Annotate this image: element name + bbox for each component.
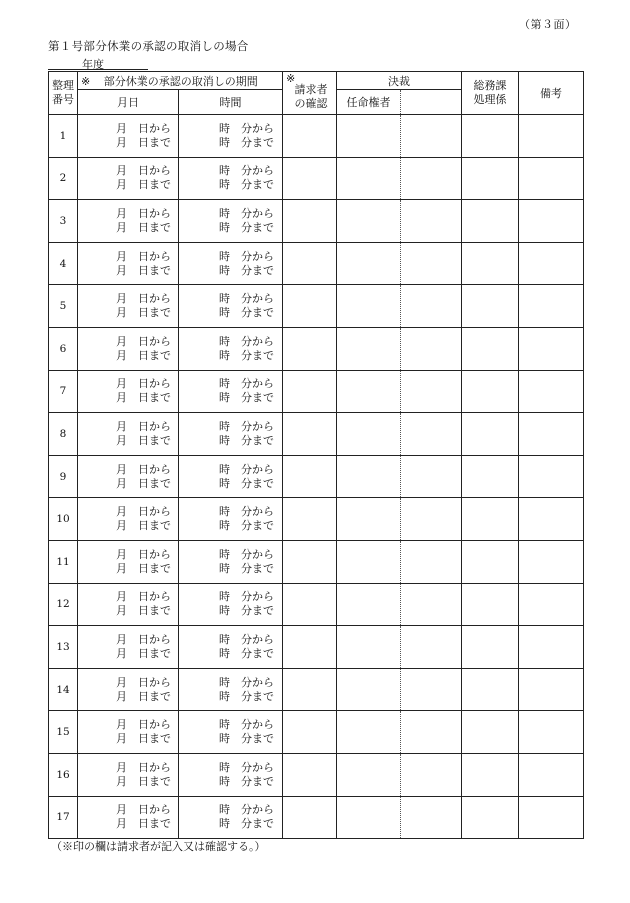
remarks-cell[interactable] <box>519 540 584 583</box>
footnote: （※印の欄は請求者が記入又は確認する。） <box>51 840 266 853</box>
date-from: 月 日から <box>116 164 171 178</box>
requester-confirm-cell[interactable] <box>283 711 337 754</box>
time-from: 時 分から <box>219 121 274 135</box>
time-to: 時 分まで <box>219 178 274 192</box>
remarks-cell[interactable] <box>519 455 584 498</box>
date-to: 月 日まで <box>116 476 171 490</box>
time-from: 時 分から <box>219 206 274 220</box>
document-title: 第１号部分休業の承認の取消しの場合 <box>48 39 249 53</box>
appointer-cell[interactable] <box>337 540 401 583</box>
row-number: 8 <box>49 413 78 456</box>
time-to: 時 分まで <box>219 263 274 277</box>
time-range-cell[interactable] <box>179 413 283 456</box>
time-range-cell[interactable] <box>179 285 283 328</box>
header-confirm-line1: 請求者 <box>294 83 328 96</box>
approval-cell[interactable] <box>401 327 462 370</box>
appointer-cell[interactable] <box>337 115 401 158</box>
date-range-cell[interactable] <box>78 626 179 669</box>
date-from: 月 日から <box>116 547 171 561</box>
date-range-cell[interactable] <box>78 115 179 158</box>
general-affairs-cell[interactable] <box>462 200 519 243</box>
remarks-cell[interactable] <box>519 370 584 413</box>
requester-confirm-cell[interactable] <box>283 285 337 328</box>
general-affairs-cell[interactable] <box>462 796 519 839</box>
remarks-cell[interactable] <box>519 200 584 243</box>
table-row <box>49 370 584 413</box>
appointer-cell[interactable] <box>337 583 401 626</box>
row-number: 1 <box>49 115 78 158</box>
date-from: 月 日から <box>116 760 171 774</box>
date-from: 月 日から <box>116 590 171 604</box>
requester-confirm-cell[interactable] <box>283 115 337 158</box>
requester-confirm-cell[interactable] <box>283 455 337 498</box>
appointer-cell[interactable] <box>337 668 401 711</box>
time-from: 時 分から <box>219 632 274 646</box>
general-affairs-cell[interactable] <box>462 285 519 328</box>
table-row <box>49 498 584 541</box>
page-label: （第３面） <box>519 18 577 31</box>
header-approval-blank <box>401 90 462 115</box>
time-from: 時 分から <box>219 377 274 391</box>
date-to: 月 日まで <box>116 348 171 362</box>
approval-cell[interactable] <box>401 540 462 583</box>
general-affairs-cell[interactable] <box>462 711 519 754</box>
time-range-cell[interactable] <box>179 115 283 158</box>
appointer-cell[interactable] <box>337 285 401 328</box>
row-number: 17 <box>49 796 78 839</box>
date-range-cell[interactable] <box>78 242 179 285</box>
time-from: 時 分から <box>219 419 274 433</box>
table-row <box>49 753 584 796</box>
time-range-cell[interactable] <box>179 626 283 669</box>
date-from: 月 日から <box>116 419 171 433</box>
date-range-cell[interactable] <box>78 455 179 498</box>
row-number: 4 <box>49 242 78 285</box>
date-to: 月 日まで <box>116 519 171 533</box>
requester-confirm-cell[interactable] <box>283 327 337 370</box>
time-from: 時 分から <box>219 547 274 561</box>
row-number: 14 <box>49 668 78 711</box>
requester-confirm-cell[interactable] <box>283 626 337 669</box>
requester-confirm-cell[interactable] <box>283 753 337 796</box>
date-to: 月 日まで <box>116 689 171 703</box>
table-row <box>49 157 584 200</box>
header-remarks: 備考 <box>519 72 584 115</box>
remarks-cell[interactable] <box>519 796 584 839</box>
remarks-cell[interactable] <box>519 583 584 626</box>
appointer-cell[interactable] <box>337 753 401 796</box>
date-range-cell[interactable] <box>78 668 179 711</box>
header-ga-line1: 総務課 <box>473 79 507 92</box>
general-affairs-cell[interactable] <box>462 242 519 285</box>
row-number: 5 <box>49 285 78 328</box>
row-number: 3 <box>49 200 78 243</box>
time-range-cell[interactable] <box>179 200 283 243</box>
header-general-affairs <box>462 72 519 115</box>
time-to: 時 分まで <box>219 817 274 831</box>
date-from: 月 日から <box>116 505 171 519</box>
remarks-cell[interactable] <box>519 711 584 754</box>
row-number: 11 <box>49 540 78 583</box>
date-to: 月 日まで <box>116 774 171 788</box>
table-row <box>49 455 584 498</box>
time-from: 時 分から <box>219 292 274 306</box>
header-period-title: 部分休業の承認の取消しの期間 <box>103 74 258 88</box>
time-to: 時 分まで <box>219 220 274 234</box>
header-seiri-line1: 整理 <box>52 79 74 92</box>
header-seiri-bango <box>49 72 78 115</box>
approval-cell[interactable] <box>401 242 462 285</box>
time-range-cell[interactable] <box>179 711 283 754</box>
table-row <box>49 796 584 839</box>
table-row <box>49 115 584 158</box>
general-affairs-cell[interactable] <box>462 498 519 541</box>
approval-cell[interactable] <box>401 413 462 456</box>
header-period-mark: ※ <box>81 74 91 88</box>
general-affairs-cell[interactable] <box>462 583 519 626</box>
row-number: 15 <box>49 711 78 754</box>
row-number: 2 <box>49 157 78 200</box>
date-to: 月 日まで <box>116 732 171 746</box>
time-to: 時 分まで <box>219 689 274 703</box>
date-to: 月 日まで <box>116 220 171 234</box>
date-range-cell[interactable] <box>78 413 179 456</box>
time-from: 時 分から <box>219 718 274 732</box>
table-row <box>49 413 584 456</box>
row-number: 6 <box>49 327 78 370</box>
requester-confirm-cell[interactable] <box>283 200 337 243</box>
time-from: 時 分から <box>219 249 274 263</box>
remarks-cell[interactable] <box>519 626 584 669</box>
general-affairs-cell[interactable] <box>462 115 519 158</box>
appointer-cell[interactable] <box>337 327 401 370</box>
time-from: 時 分から <box>219 675 274 689</box>
header-confirm-mark: ※ <box>286 72 296 85</box>
approval-cell[interactable] <box>401 583 462 626</box>
fiscal-year-label: 年度 <box>82 58 104 71</box>
general-affairs-cell[interactable] <box>462 455 519 498</box>
appointer-cell[interactable] <box>337 370 401 413</box>
date-range-cell[interactable] <box>78 498 179 541</box>
time-range-cell[interactable] <box>179 498 283 541</box>
table-row <box>49 626 584 669</box>
requester-confirm-cell[interactable] <box>283 157 337 200</box>
requester-confirm-cell[interactable] <box>283 413 337 456</box>
appointer-cell[interactable] <box>337 711 401 754</box>
requester-confirm-cell[interactable] <box>283 498 337 541</box>
time-range-cell[interactable] <box>179 668 283 711</box>
time-to: 時 分まで <box>219 391 274 405</box>
header-month-day: 月日 <box>78 90 179 115</box>
header-seiri-line2: 番号 <box>52 93 74 106</box>
time-from: 時 分から <box>219 334 274 348</box>
row-number: 12 <box>49 583 78 626</box>
time-from: 時 分から <box>219 590 274 604</box>
header-approval: 決裁 <box>337 72 462 90</box>
date-to: 月 日まで <box>116 306 171 320</box>
time-range-cell[interactable] <box>179 455 283 498</box>
time-to: 時 分まで <box>219 774 274 788</box>
time-from: 時 分から <box>219 164 274 178</box>
approval-cell[interactable] <box>401 796 462 839</box>
header-requester-confirm <box>283 72 337 115</box>
approval-cell[interactable] <box>401 711 462 754</box>
date-to: 月 日まで <box>116 646 171 660</box>
time-to: 時 分まで <box>219 306 274 320</box>
remarks-cell[interactable] <box>519 115 584 158</box>
header-appointer: 任命権者 <box>337 90 401 115</box>
appointer-cell[interactable] <box>337 200 401 243</box>
date-from: 月 日から <box>116 377 171 391</box>
approval-cell[interactable] <box>401 370 462 413</box>
requester-confirm-cell[interactable] <box>283 668 337 711</box>
date-from: 月 日から <box>116 334 171 348</box>
time-from: 時 分から <box>219 760 274 774</box>
table-row <box>49 583 584 626</box>
date-range-cell[interactable] <box>78 540 179 583</box>
time-range-cell[interactable] <box>179 327 283 370</box>
table-row <box>49 711 584 754</box>
remarks-cell[interactable] <box>519 753 584 796</box>
date-from: 月 日から <box>116 249 171 263</box>
appointer-cell[interactable] <box>337 498 401 541</box>
time-from: 時 分から <box>219 505 274 519</box>
header-period <box>78 72 283 90</box>
date-range-cell[interactable] <box>78 285 179 328</box>
time-from: 時 分から <box>219 803 274 817</box>
date-range-cell[interactable] <box>78 200 179 243</box>
date-from: 月 日から <box>116 803 171 817</box>
row-number: 13 <box>49 626 78 669</box>
row-number: 9 <box>49 455 78 498</box>
requester-confirm-cell[interactable] <box>283 540 337 583</box>
general-affairs-cell[interactable] <box>462 370 519 413</box>
row-number: 16 <box>49 753 78 796</box>
approval-cell[interactable] <box>401 285 462 328</box>
date-range-cell[interactable] <box>78 583 179 626</box>
appointer-cell[interactable] <box>337 455 401 498</box>
date-range-cell[interactable] <box>78 753 179 796</box>
time-to: 時 分まで <box>219 732 274 746</box>
approval-cell[interactable] <box>401 753 462 796</box>
time-range-cell[interactable] <box>179 540 283 583</box>
table-row <box>49 540 584 583</box>
table-row <box>49 327 584 370</box>
approval-cell[interactable] <box>401 157 462 200</box>
requester-confirm-cell[interactable] <box>283 242 337 285</box>
approval-cell[interactable] <box>401 668 462 711</box>
appointer-cell[interactable] <box>337 626 401 669</box>
time-range-cell[interactable] <box>179 370 283 413</box>
date-to: 月 日まで <box>116 433 171 447</box>
time-range-cell[interactable] <box>179 583 283 626</box>
table-row <box>49 668 584 711</box>
date-to: 月 日まで <box>116 561 171 575</box>
table-row <box>49 200 584 243</box>
table-row <box>49 285 584 328</box>
date-from: 月 日から <box>116 292 171 306</box>
appointer-cell[interactable] <box>337 157 401 200</box>
date-from: 月 日から <box>116 718 171 732</box>
approval-cell[interactable] <box>401 200 462 243</box>
remarks-cell[interactable] <box>519 327 584 370</box>
date-from: 月 日から <box>116 121 171 135</box>
time-to: 時 分まで <box>219 646 274 660</box>
time-to: 時 分まで <box>219 519 274 533</box>
header-time: 時間 <box>179 90 283 115</box>
time-range-cell[interactable] <box>179 753 283 796</box>
general-affairs-cell[interactable] <box>462 157 519 200</box>
approval-cell[interactable] <box>401 455 462 498</box>
date-to: 月 日まで <box>116 604 171 618</box>
general-affairs-cell[interactable] <box>462 327 519 370</box>
date-to: 月 日まで <box>116 391 171 405</box>
time-range-cell[interactable] <box>179 796 283 839</box>
table-row <box>49 242 584 285</box>
time-to: 時 分まで <box>219 561 274 575</box>
time-to: 時 分まで <box>219 433 274 447</box>
requester-confirm-cell[interactable] <box>283 583 337 626</box>
general-affairs-cell[interactable] <box>462 668 519 711</box>
date-to: 月 日まで <box>116 178 171 192</box>
time-to: 時 分まで <box>219 348 274 362</box>
requester-confirm-cell[interactable] <box>283 370 337 413</box>
remarks-cell[interactable] <box>519 242 584 285</box>
remarks-cell[interactable] <box>519 668 584 711</box>
date-range-cell[interactable] <box>78 796 179 839</box>
time-to: 時 分まで <box>219 476 274 490</box>
requester-confirm-cell[interactable] <box>283 796 337 839</box>
cancellation-ledger-table <box>48 71 584 839</box>
date-range-cell[interactable] <box>78 711 179 754</box>
time-range-cell[interactable] <box>179 157 283 200</box>
header-ga-line2: 処理係 <box>473 93 507 106</box>
general-affairs-cell[interactable] <box>462 540 519 583</box>
row-number: 10 <box>49 498 78 541</box>
row-number: 7 <box>49 370 78 413</box>
approval-cell[interactable] <box>401 498 462 541</box>
time-from: 時 分から <box>219 462 274 476</box>
date-from: 月 日から <box>116 675 171 689</box>
appointer-cell[interactable] <box>337 242 401 285</box>
date-to: 月 日まで <box>116 817 171 831</box>
remarks-cell[interactable] <box>519 498 584 541</box>
fiscal-year-field[interactable] <box>48 57 148 70</box>
date-range-cell[interactable] <box>78 327 179 370</box>
general-affairs-cell[interactable] <box>462 413 519 456</box>
date-from: 月 日から <box>116 206 171 220</box>
remarks-cell[interactable] <box>519 413 584 456</box>
date-from: 月 日から <box>116 462 171 476</box>
date-to: 月 日まで <box>116 263 171 277</box>
general-affairs-cell[interactable] <box>462 626 519 669</box>
header-confirm-line2: の確認 <box>294 97 328 110</box>
appointer-cell[interactable] <box>337 796 401 839</box>
date-range-cell[interactable] <box>78 157 179 200</box>
appointer-cell[interactable] <box>337 413 401 456</box>
date-from: 月 日から <box>116 632 171 646</box>
general-affairs-cell[interactable] <box>462 753 519 796</box>
approval-cell[interactable] <box>401 115 462 158</box>
remarks-cell[interactable] <box>519 285 584 328</box>
date-range-cell[interactable] <box>78 370 179 413</box>
time-range-cell[interactable] <box>179 242 283 285</box>
time-to: 時 分まで <box>219 604 274 618</box>
remarks-cell[interactable] <box>519 157 584 200</box>
approval-cell[interactable] <box>401 626 462 669</box>
date-to: 月 日まで <box>116 135 171 149</box>
time-to: 時 分まで <box>219 135 274 149</box>
